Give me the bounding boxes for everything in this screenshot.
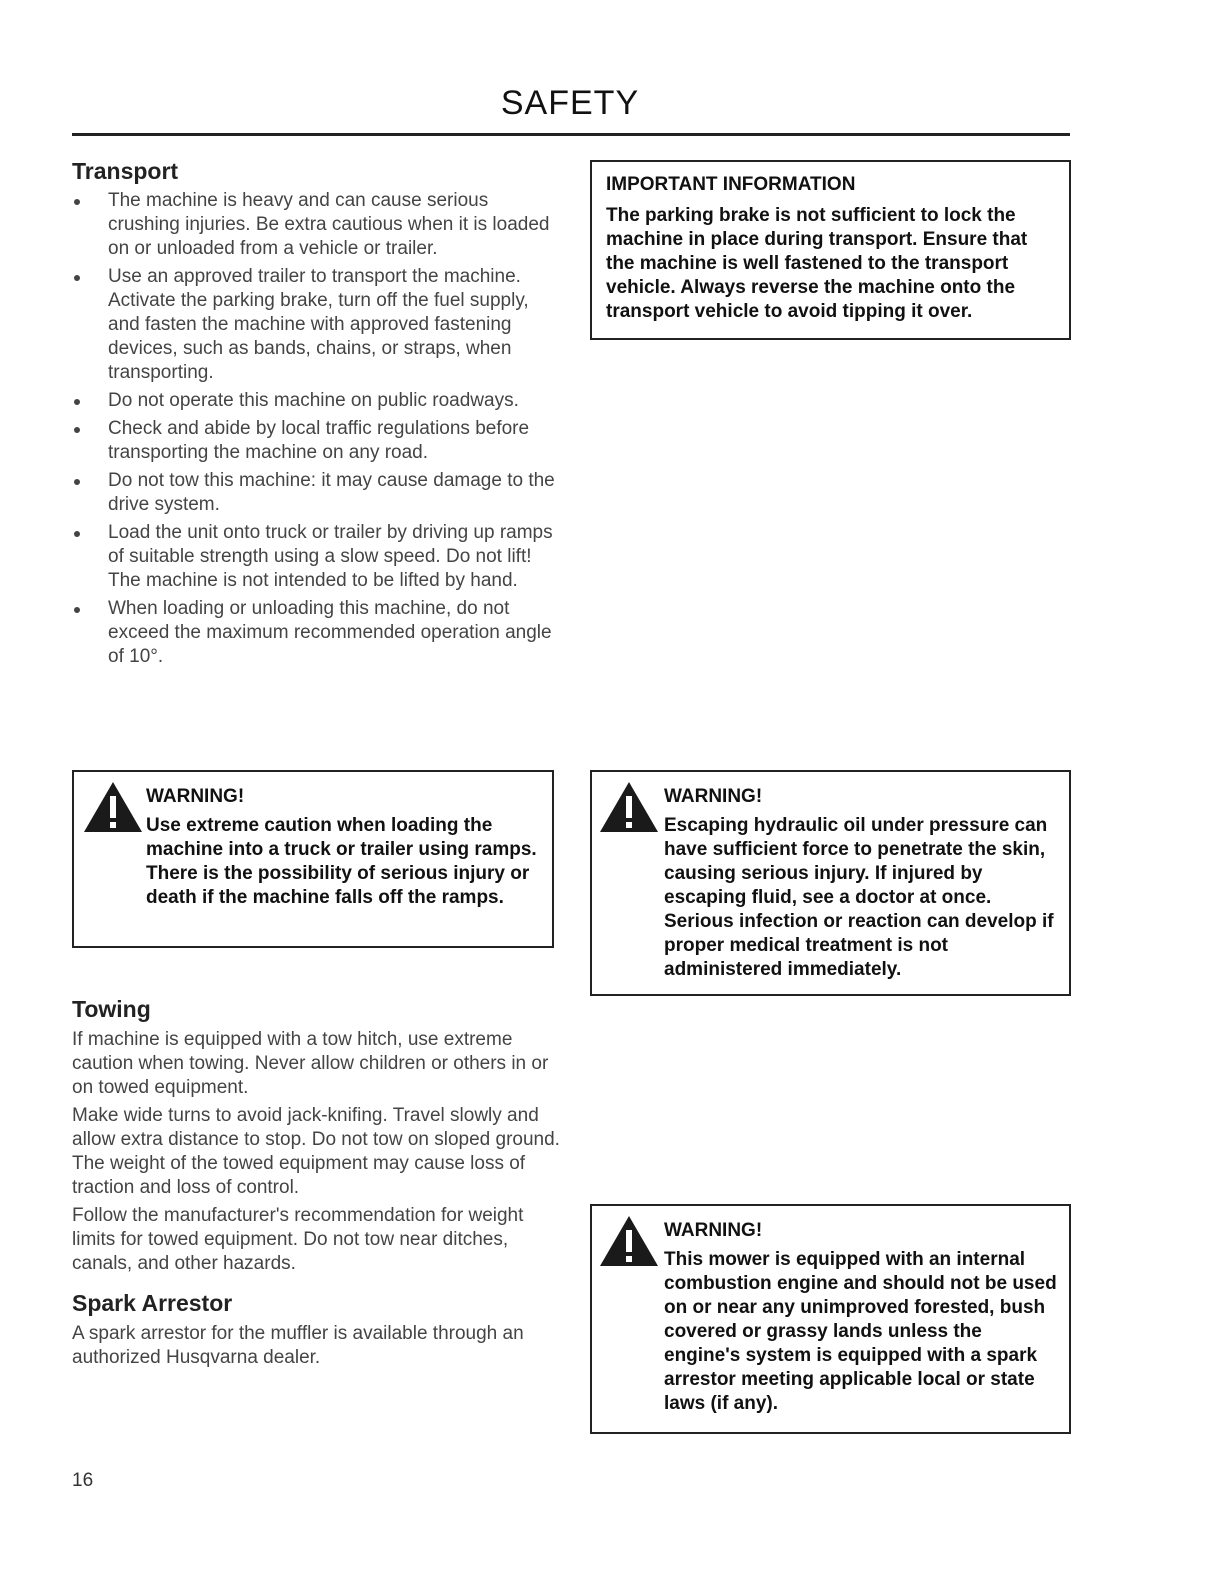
spark-arrestor-heading: Spark Arrestor <box>72 1290 233 1316</box>
bullet-icon <box>74 275 80 281</box>
bullet-icon <box>74 427 80 433</box>
list-item-text: Do not tow this machine: it may cause damage to the drive system. <box>108 470 555 515</box>
bullet-icon <box>74 531 80 537</box>
list-item-text: Check and abide by local traffic regulations before transporting the machine on any road. <box>108 418 530 463</box>
list-item <box>72 597 562 669</box>
list-item <box>72 417 562 465</box>
warning-title: WARNING! <box>664 786 763 807</box>
warning-box-hydraulic <box>590 770 1071 996</box>
warning-triangle-icon <box>598 780 660 834</box>
towing-paragraph: If machine is equipped with a tow hitch, use extreme caution when towing. Never allow children or others in or on towed equipment. <box>72 1029 549 1098</box>
important-info-box <box>590 160 1071 340</box>
spark-arrestor-body: A spark arrestor for the muffler is available through an authorized Husqvarna dealer. <box>72 1323 524 1368</box>
list-item <box>72 189 562 261</box>
list-item <box>72 521 562 593</box>
transport-heading: Transport <box>72 158 179 184</box>
page-title: SAFETY <box>500 84 640 122</box>
list-item <box>72 389 562 413</box>
bullet-icon <box>74 607 80 613</box>
warning-text: This mower is equipped with an internal combustion engine and should not be used on or near any unimproved forested, bush covered or grassy lands unless the engine's system is equipped with a spark arrestor meeting applicable local or state laws (if any). <box>664 1249 1057 1414</box>
list-item-text: The machine is heavy and can cause serious crushing injuries. Be extra cautious when it is loaded on or unloaded from a vehicle or trailer. <box>108 190 550 259</box>
towing-paragraph: Follow the manufacturer's recommendation for weight limits for towed equipment. Do not tow near ditches, canals, and other hazards. <box>72 1205 524 1274</box>
list-item-text: When loading or unloading this machine, do not exceed the maximum recommended operation angle of 10°. <box>108 598 552 667</box>
transport-bullet-list <box>72 189 562 673</box>
warning-triangle-icon <box>598 1214 660 1268</box>
important-info-title: IMPORTANT INFORMATION <box>606 174 856 195</box>
list-item <box>72 469 562 517</box>
towing-heading: Towing <box>72 996 151 1022</box>
page-number: 16 <box>72 1470 94 1491</box>
list-item <box>72 265 562 385</box>
towing-body <box>72 1028 562 1280</box>
title-divider <box>72 133 1070 136</box>
warning-text: Escaping hydraulic oil under pressure can have sufficient force to penetrate the skin, causing serious injury. If injured by escaping fluid, see a doctor at once. Serious infection or reaction can develop if proper medical treatment is not administered immediately. <box>664 815 1054 980</box>
bullet-icon <box>74 479 80 485</box>
warning-triangle-icon <box>82 780 144 834</box>
bullet-icon <box>74 399 80 405</box>
warning-title: WARNING! <box>146 786 245 807</box>
warning-box-ramps <box>72 770 554 948</box>
important-info-text: The parking brake is not sufficient to lock the machine in place during transport. Ensure that the machine is well fastened to the transport vehicle. Always reverse the machine onto the transport vehicle to avoid tipping it over. <box>606 205 1028 322</box>
warning-title: WARNING! <box>664 1220 763 1241</box>
list-item-text: Use an approved trailer to transport the machine. Activate the parking brake, turn off the fuel supply, and fasten the machine with approved fastening devices, such as bands, chains, or straps, when transporting. <box>108 266 529 383</box>
towing-paragraph: Make wide turns to avoid jack-knifing. Travel slowly and allow extra distance to stop. Do not tow on sloped ground. The weight of the towed equipment may cause loss of traction and loss of control. <box>72 1105 560 1198</box>
list-item-text: Do not operate this machine on public roadways. <box>108 390 519 411</box>
bullet-icon <box>74 199 80 205</box>
warning-text: Use extreme caution when loading the machine into a truck or trailer using ramps. There is the possibility of serious injury or death if the machine falls off the ramps. <box>146 815 537 908</box>
warning-box-spark-arrestor <box>590 1204 1071 1434</box>
list-item-text: Load the unit onto truck or trailer by driving up ramps of suitable strength using a slow speed. Do not lift! The machine is not intended to be lifted by hand. <box>108 522 553 591</box>
